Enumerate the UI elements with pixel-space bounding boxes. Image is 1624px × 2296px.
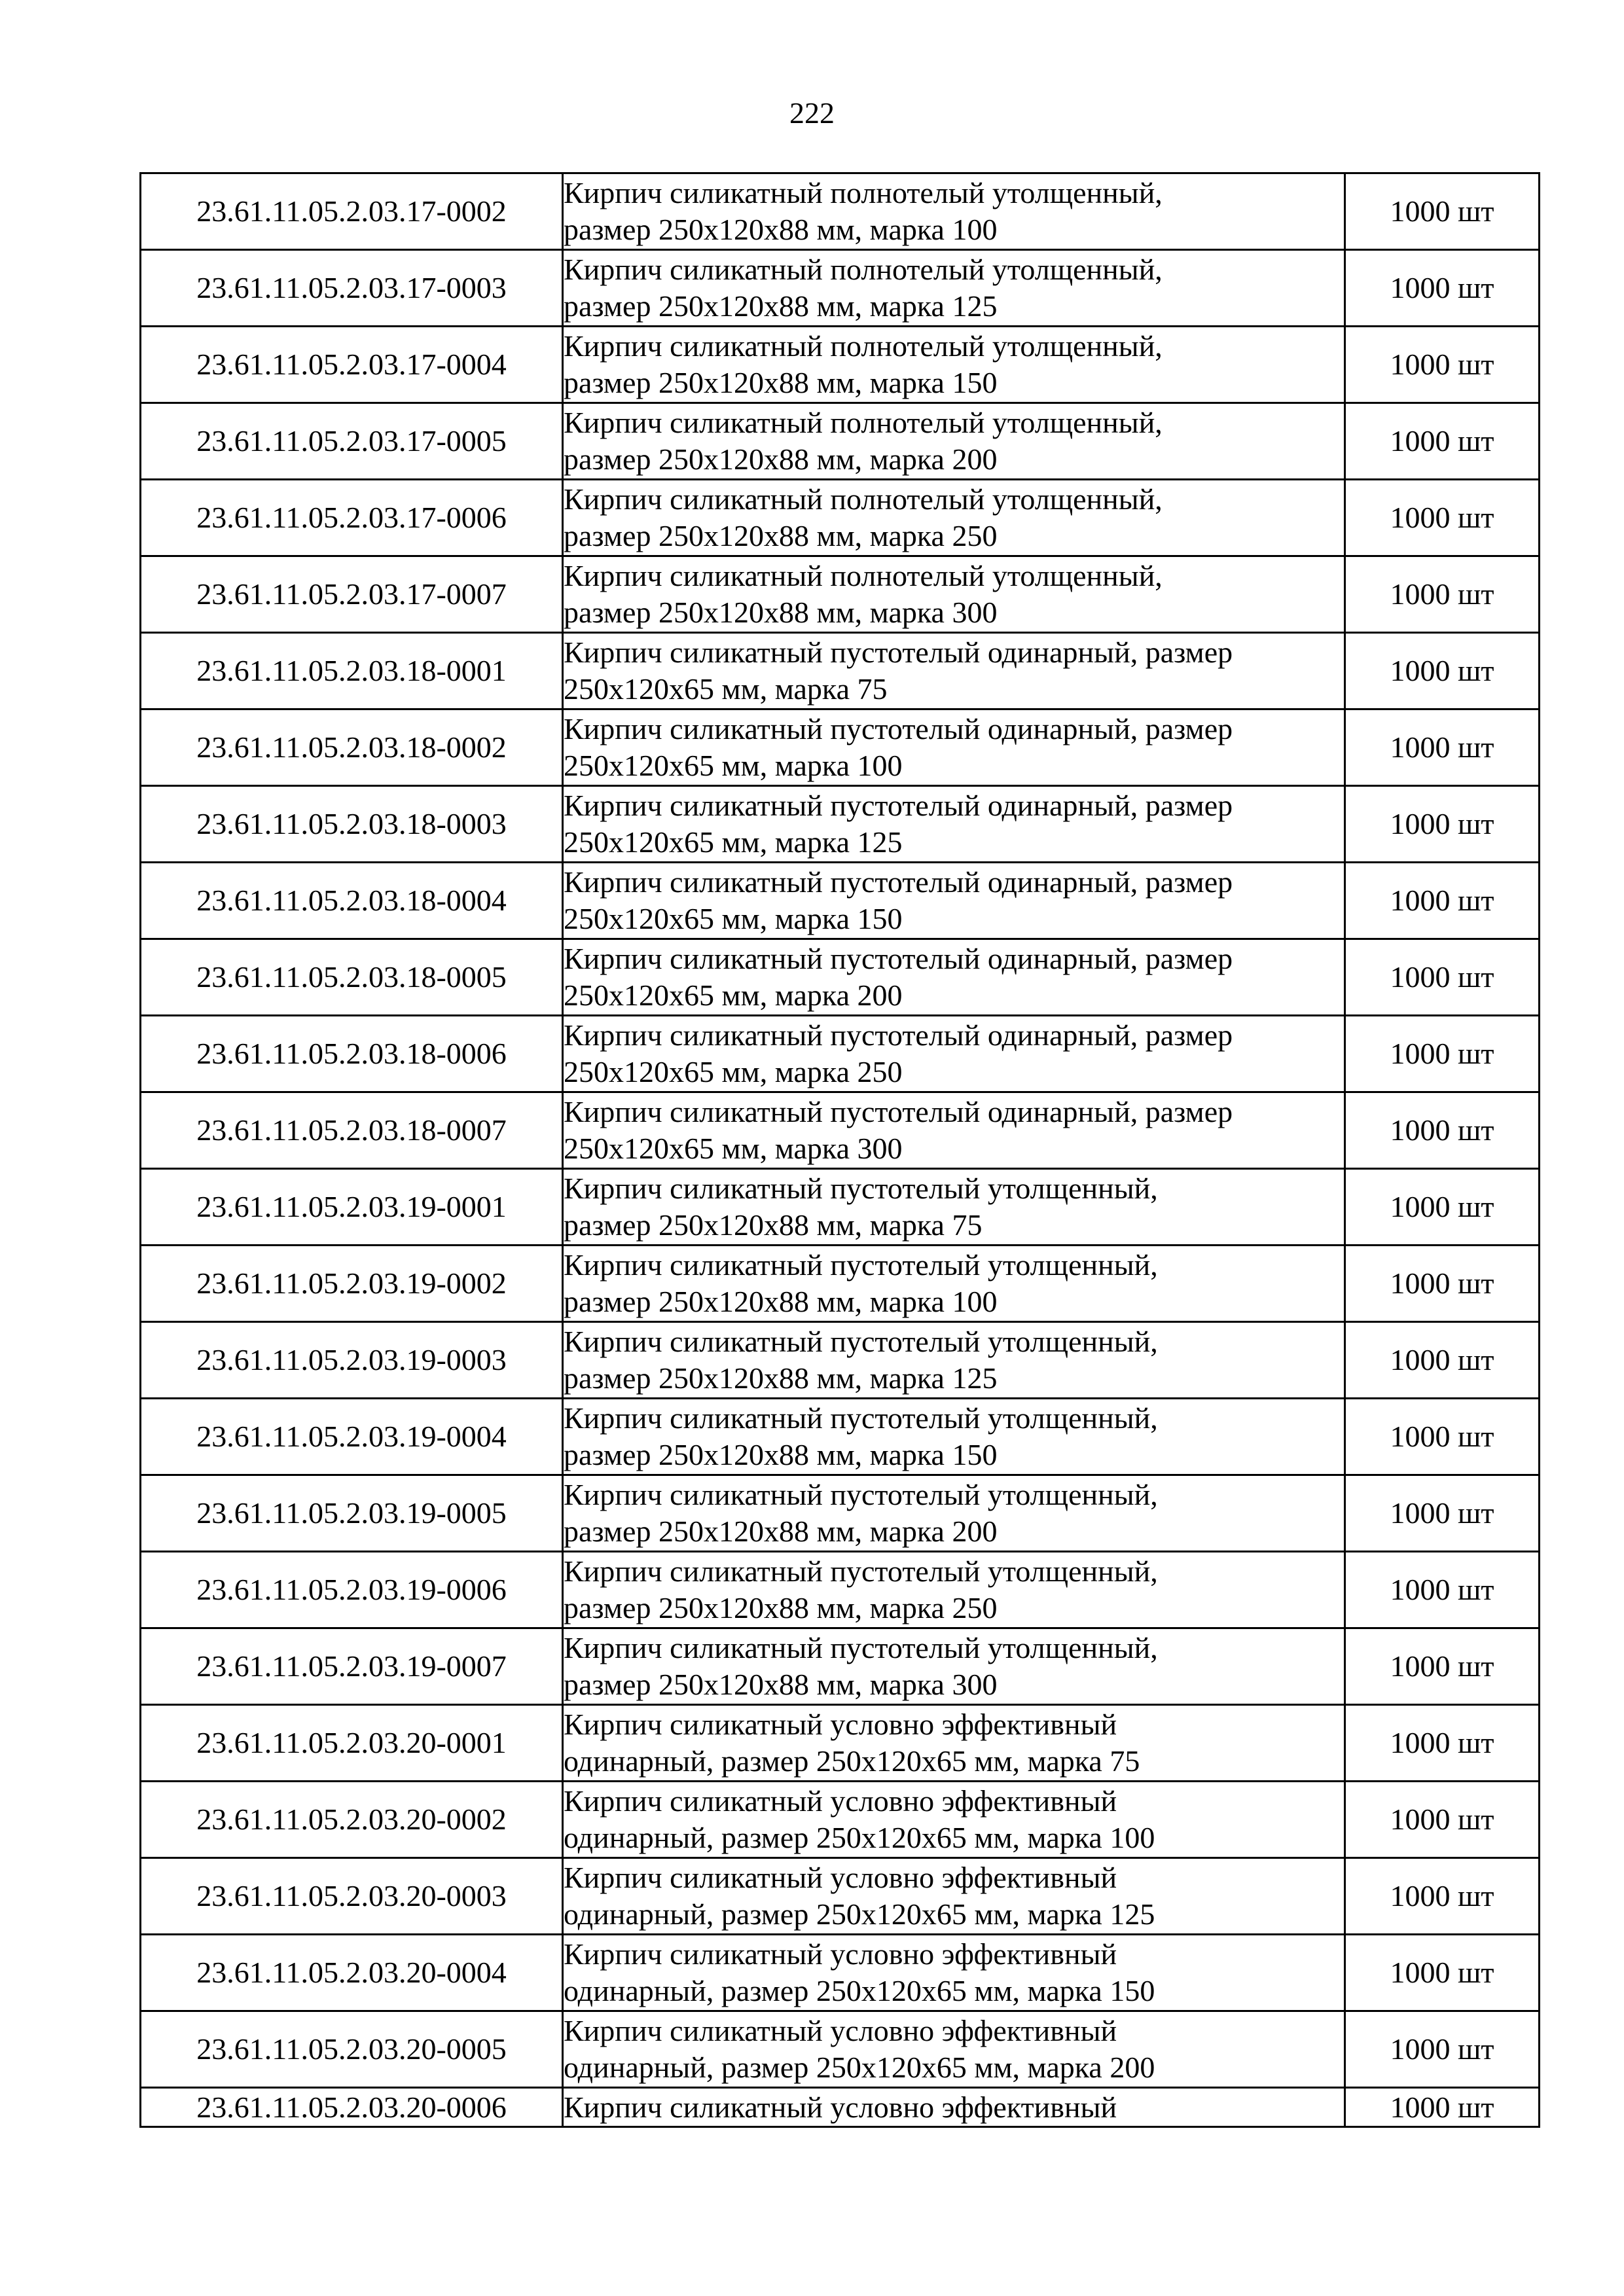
table-row (141, 480, 1540, 556)
description-line: размер 250х120х88 мм, марка 125 (564, 289, 998, 323)
description-line: одинарный, размер 250х120х65 мм, марка 75 (564, 1744, 1140, 1778)
item-code-cell: 23.61.11.05.2.03.17-0006 (141, 480, 563, 556)
item-description-cell (563, 1246, 1345, 1322)
page-number: 222 (789, 96, 835, 130)
table-row (141, 403, 1540, 480)
unit-cell: 1000 шт (1345, 1475, 1540, 1552)
description-line: одинарный, размер 250х120х65 мм, марка 100 (564, 1821, 1155, 1854)
unit-cell: 1000 шт (1345, 1016, 1540, 1092)
item-code-cell: 23.61.11.05.2.03.17-0007 (141, 556, 563, 633)
table-row (141, 556, 1540, 633)
description-line: 250х120х65 мм, марка 100 (564, 749, 903, 782)
unit-cell: 1000 шт (1345, 709, 1540, 786)
unit-cell: 1000 шт (1345, 1628, 1540, 1705)
description-line: Кирпич силикатный полнотелый утолщенный, (564, 253, 1163, 286)
unit-cell: 1000 шт (1345, 250, 1540, 327)
table-row (141, 709, 1540, 786)
description-line: 250х120х65 мм, марка 125 (564, 825, 903, 859)
description-line: размер 250х120х88 мм, марка 150 (564, 366, 998, 399)
table-row (141, 633, 1540, 709)
item-description-cell (563, 403, 1345, 480)
item-code-cell: 23.61.11.05.2.03.17-0003 (141, 250, 563, 327)
description-line: Кирпич силикатный пустотелый утолщенный, (564, 1172, 1158, 1205)
item-description-cell (563, 709, 1345, 786)
table-row (141, 1092, 1540, 1169)
table-row (141, 250, 1540, 327)
description-line: Кирпич силикатный полнотелый утолщенный, (564, 406, 1163, 439)
description-line: Кирпич силикатный пустотелый одинарный, размер (564, 1018, 1233, 1052)
item-code-cell: 23.61.11.05.2.03.20-0003 (141, 1858, 563, 1935)
item-description-cell (563, 1628, 1345, 1705)
unit-cell: 1000 шт (1345, 786, 1540, 863)
item-description-cell (563, 1322, 1345, 1399)
description-line: Кирпич силикатный полнотелый утолщенный, (564, 482, 1163, 516)
description-line: Кирпич силикатный пустотелый одинарный, размер (564, 865, 1233, 899)
item-description-cell (563, 2088, 1345, 2127)
description-line: Кирпич силикатный пустотелый одинарный, размер (564, 636, 1233, 669)
table-row (141, 1475, 1540, 1552)
table-row (141, 1705, 1540, 1782)
item-description-cell (563, 327, 1345, 403)
table-row (141, 939, 1540, 1016)
item-description-cell (563, 1782, 1345, 1858)
unit-cell: 1000 шт (1345, 1322, 1540, 1399)
unit-cell: 1000 шт (1345, 1705, 1540, 1782)
table-row (141, 786, 1540, 863)
item-description-cell (563, 173, 1345, 250)
description-line: 250х120х65 мм, марка 250 (564, 1055, 903, 1088)
description-line: Кирпич силикатный пустотелый утолщенный, (564, 1478, 1158, 1511)
unit-cell: 1000 шт (1345, 2011, 1540, 2088)
unit-cell: 1000 шт (1345, 327, 1540, 403)
description-line: размер 250х120х88 мм, марка 300 (564, 1668, 998, 1701)
description-line: размер 250х120х88 мм, марка 125 (564, 1361, 998, 1395)
unit-cell: 1000 шт (1345, 1246, 1540, 1322)
item-code-cell: 23.61.11.05.2.03.18-0006 (141, 1016, 563, 1092)
item-description-cell (563, 786, 1345, 863)
unit-cell: 1000 шт (1345, 633, 1540, 709)
unit-cell: 1000 шт (1345, 480, 1540, 556)
description-line: Кирпич силикатный условно эффективный (564, 2090, 1117, 2124)
table-row (141, 863, 1540, 939)
description-line: Кирпич силикатный условно эффективный (564, 1784, 1117, 1818)
item-code-cell: 23.61.11.05.2.03.20-0001 (141, 1705, 563, 1782)
table-row (141, 1858, 1540, 1935)
item-description-cell (563, 2011, 1345, 2088)
unit-cell: 1000 шт (1345, 1782, 1540, 1858)
unit-cell: 1000 шт (1345, 1092, 1540, 1169)
table-row (141, 1016, 1540, 1092)
description-line: размер 250х120х88 мм, марка 200 (564, 442, 998, 476)
item-description-cell (563, 1092, 1345, 1169)
description-line: размер 250х120х88 мм, марка 100 (564, 213, 998, 246)
item-description-cell (563, 1016, 1345, 1092)
item-code-cell: 23.61.11.05.2.03.19-0005 (141, 1475, 563, 1552)
unit-cell: 1000 шт (1345, 863, 1540, 939)
materials-table (139, 172, 1540, 2128)
item-code-cell: 23.61.11.05.2.03.18-0001 (141, 633, 563, 709)
item-description-cell (563, 863, 1345, 939)
item-code-cell: 23.61.11.05.2.03.17-0004 (141, 327, 563, 403)
table-row (141, 1399, 1540, 1475)
description-line: размер 250х120х88 мм, марка 300 (564, 596, 998, 629)
description-line: 250х120х65 мм, марка 150 (564, 902, 903, 935)
item-description-cell (563, 939, 1345, 1016)
item-code-cell: 23.61.11.05.2.03.18-0007 (141, 1092, 563, 1169)
table-row (141, 2011, 1540, 2088)
description-line: Кирпич силикатный полнотелый утолщенный, (564, 329, 1163, 363)
item-description-cell (563, 1475, 1345, 1552)
description-line: Кирпич силикатный пустотелый утолщенный, (564, 1248, 1158, 1282)
item-code-cell: 23.61.11.05.2.03.19-0006 (141, 1552, 563, 1628)
description-line: одинарный, размер 250х120х65 мм, марка 200 (564, 2051, 1155, 2084)
item-description-cell (563, 1705, 1345, 1782)
unit-cell: 1000 шт (1345, 939, 1540, 1016)
unit-cell: 1000 шт (1345, 173, 1540, 250)
unit-cell: 1000 шт (1345, 556, 1540, 633)
description-line: 250х120х65 мм, марка 300 (564, 1132, 903, 1165)
item-description-cell (563, 250, 1345, 327)
item-code-cell: 23.61.11.05.2.03.19-0003 (141, 1322, 563, 1399)
table-row (141, 1782, 1540, 1858)
table-row (141, 327, 1540, 403)
unit-cell: 1000 шт (1345, 1935, 1540, 2011)
table-row (141, 2088, 1540, 2127)
description-line: Кирпич силикатный условно эффективный (564, 1708, 1117, 1741)
description-line: Кирпич силикатный условно эффективный (564, 1861, 1117, 1894)
item-code-cell: 23.61.11.05.2.03.18-0003 (141, 786, 563, 863)
item-code-cell: 23.61.11.05.2.03.19-0007 (141, 1628, 563, 1705)
description-line: 250х120х65 мм, марка 75 (564, 672, 888, 706)
unit-cell: 1000 шт (1345, 1858, 1540, 1935)
item-description-cell (563, 633, 1345, 709)
description-line: Кирпич силикатный пустотелый утолщенный, (564, 1554, 1158, 1588)
description-line: одинарный, размер 250х120х65 мм, марка 125 (564, 1897, 1155, 1931)
table-row (141, 1246, 1540, 1322)
item-code-cell: 23.61.11.05.2.03.20-0006 (141, 2088, 563, 2127)
description-line: Кирпич силикатный пустотелый одинарный, размер (564, 942, 1233, 975)
table-row (141, 1322, 1540, 1399)
item-code-cell: 23.61.11.05.2.03.18-0002 (141, 709, 563, 786)
description-line: Кирпич силикатный пустотелый утолщенный, (564, 1325, 1158, 1358)
unit-cell: 1000 шт (1345, 1399, 1540, 1475)
item-description-cell (563, 1935, 1345, 2011)
item-code-cell: 23.61.11.05.2.03.20-0004 (141, 1935, 563, 2011)
item-description-cell (563, 1169, 1345, 1246)
description-line: размер 250х120х88 мм, марка 100 (564, 1285, 998, 1318)
table-row (141, 173, 1540, 250)
table-row (141, 1935, 1540, 2011)
description-line: размер 250х120х88 мм, марка 250 (564, 1591, 998, 1624)
item-description-cell (563, 556, 1345, 633)
description-line: одинарный, размер 250х120х65 мм, марка 150 (564, 1974, 1155, 2007)
item-code-cell: 23.61.11.05.2.03.19-0002 (141, 1246, 563, 1322)
table-row (141, 1169, 1540, 1246)
item-description-cell (563, 1399, 1345, 1475)
unit-cell: 1000 шт (1345, 1169, 1540, 1246)
description-line: размер 250х120х88 мм, марка 150 (564, 1438, 998, 1471)
description-line: Кирпич силикатный условно эффективный (564, 1937, 1117, 1971)
table-row (141, 1628, 1540, 1705)
item-code-cell: 23.61.11.05.2.03.18-0004 (141, 863, 563, 939)
unit-cell: 1000 шт (1345, 2088, 1540, 2127)
description-line: размер 250х120х88 мм, марка 75 (564, 1208, 983, 1242)
unit-cell: 1000 шт (1345, 1552, 1540, 1628)
item-code-cell: 23.61.11.05.2.03.19-0001 (141, 1169, 563, 1246)
description-line: Кирпич силикатный пустотелый утолщенный, (564, 1631, 1158, 1664)
item-code-cell: 23.61.11.05.2.03.18-0005 (141, 939, 563, 1016)
description-line: Кирпич силикатный пустотелый утолщенный, (564, 1401, 1158, 1435)
description-line: 250х120х65 мм, марка 200 (564, 978, 903, 1012)
description-line: Кирпич силикатный полнотелый утолщенный, (564, 176, 1163, 209)
description-line: Кирпич силикатный пустотелый одинарный, размер (564, 789, 1233, 822)
table-body (141, 173, 1540, 2127)
description-line: Кирпич силикатный полнотелый утолщенный, (564, 559, 1163, 592)
table-row (141, 1552, 1540, 1628)
description-line: Кирпич силикатный пустотелый одинарный, размер (564, 712, 1233, 745)
item-code-cell: 23.61.11.05.2.03.20-0005 (141, 2011, 563, 2088)
item-description-cell (563, 1858, 1345, 1935)
item-description-cell (563, 480, 1345, 556)
unit-cell: 1000 шт (1345, 403, 1540, 480)
description-line: размер 250х120х88 мм, марка 250 (564, 519, 998, 552)
item-description-cell (563, 1552, 1345, 1628)
item-code-cell: 23.61.11.05.2.03.17-0005 (141, 403, 563, 480)
description-line: Кирпич силикатный условно эффективный (564, 2014, 1117, 2047)
item-code-cell: 23.61.11.05.2.03.19-0004 (141, 1399, 563, 1475)
item-code-cell: 23.61.11.05.2.03.17-0002 (141, 173, 563, 250)
item-code-cell: 23.61.11.05.2.03.20-0002 (141, 1782, 563, 1858)
description-line: Кирпич силикатный пустотелый одинарный, размер (564, 1095, 1233, 1128)
description-line: размер 250х120х88 мм, марка 200 (564, 1515, 998, 1548)
